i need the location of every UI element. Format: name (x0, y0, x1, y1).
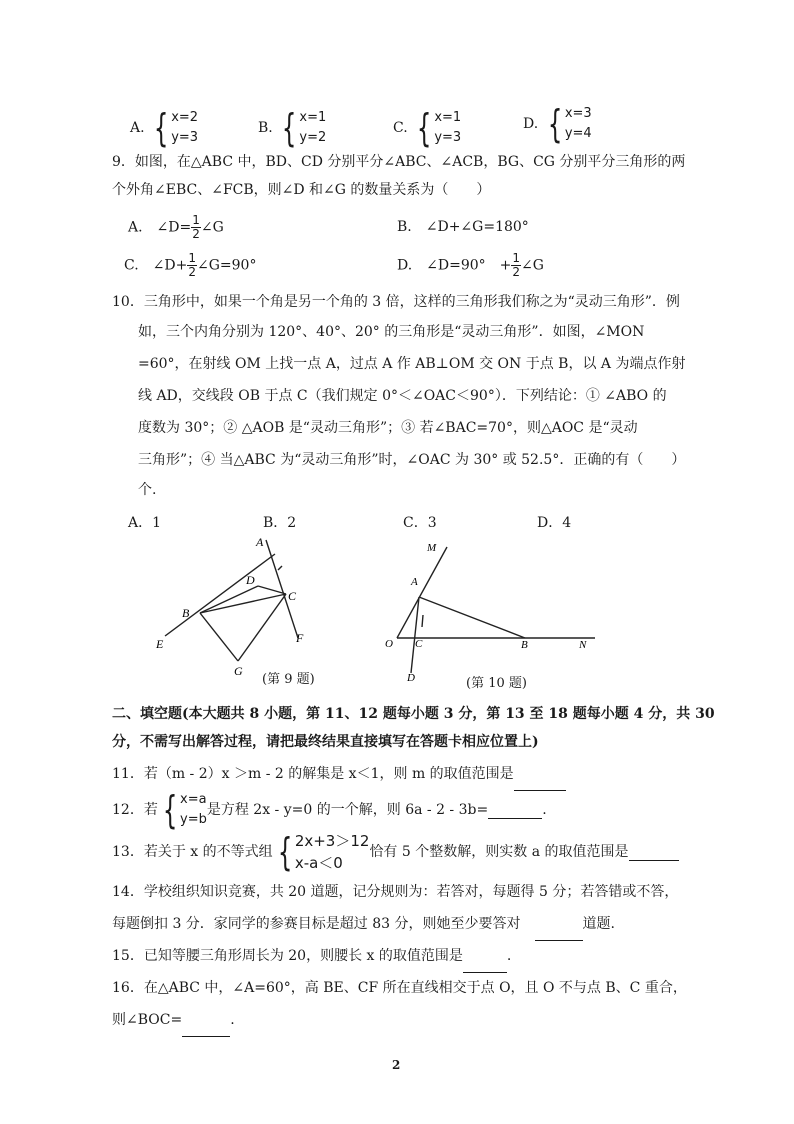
figure-9-caption: (第 9 题) (262, 672, 315, 687)
answer-blank[interactable] (535, 908, 583, 941)
q10-option-b: B．2 (263, 515, 297, 531)
q8-option-b: B. { x=1 y=2 (258, 106, 327, 150)
section-2-header-line1: 二、填空题(本大题共 8 小题，第 11、12 题每小题 3 分，第 13 至 18 题每小题 4 分，共 30 (112, 706, 715, 722)
label-M: M (427, 542, 437, 554)
q8-option-c: C. { x=1 y=3 (393, 106, 462, 150)
tick-mark (278, 566, 282, 570)
ray-AD (411, 597, 419, 673)
eq-line: x=3 (564, 106, 592, 121)
q13: 13．若关于 x 的不等式组 { 2x+3＞12 x-a＜0 恰有 5 个整数解，则实数 a 的取值范围是 (112, 830, 679, 874)
denominator: 2 (188, 265, 196, 279)
q10-line3: =60°，在射线 OM 上找一点 A，过点 A 作 AB⊥OM 交 ON 于点 B，以 A 为端点作射 (138, 356, 686, 372)
label-C: C (415, 638, 423, 650)
line-BG (200, 613, 238, 661)
eq-line: x=1 (299, 110, 327, 125)
figure-10 (375, 535, 600, 685)
line-BC (200, 594, 286, 613)
q14-text: 道题. (582, 916, 615, 932)
label-A: A (256, 535, 264, 549)
eq-line: y=3 (171, 130, 199, 145)
label-O: O (385, 638, 393, 650)
q10-line2: 如，三个内角分别为 120°、40°、20° 的三角形是“灵动三角形”．如图，∠MON (138, 324, 645, 340)
q9-stem-line1: 9．如图，在△ABC 中，BD、CD 分别平分∠ABC、∠ACB，BG、CG 分别平分三角形的两 (112, 154, 686, 170)
q11 (112, 758, 566, 791)
option-text: D. ∠D=90° + (397, 257, 512, 274)
option-text: C. ∠D+ (124, 257, 188, 274)
denominator: 2 (512, 265, 521, 279)
q11-text: 11．若（m - 2）x ＞m - 2 的解集是 x＜1，则 m 的取值范围是 (112, 766, 514, 782)
eq-line: y=2 (299, 130, 327, 145)
eq-line: x-a＜0 (294, 854, 343, 872)
line-EA (165, 554, 275, 636)
numerator: 1 (512, 251, 521, 265)
line-BD (200, 586, 258, 613)
q10-option-c: C．3 (403, 515, 437, 531)
q16-line1: 16．在△ABC 中，∠A=60°，高 BE、CF 所在直线相交于点 O，且 O 不与点 B、C 重合， (112, 980, 687, 996)
option-text: ∠G (521, 257, 544, 274)
tick-mark (422, 615, 423, 627)
q12: 12．若 { x=a y=b 是方程 2x - y=0 的一个解，则 6a - 2 - 3b= . (112, 788, 547, 832)
eq-line: y=b (180, 812, 207, 827)
q10-line7: 个. (138, 482, 157, 498)
label-A: A (411, 576, 418, 588)
q15-text: . (506, 948, 512, 964)
q14-line2 (112, 908, 615, 941)
eq-line: x=a (180, 792, 207, 807)
q10-option-d: D．4 (537, 515, 572, 531)
q8-option-a: A. { x=2 y=3 (130, 106, 199, 150)
eq-line: x=1 (434, 110, 462, 125)
q10-option-a: A．1 (128, 515, 162, 531)
option-text: A. ∠D= (128, 219, 192, 236)
q12-text: . (542, 802, 547, 818)
label-F: F (296, 631, 304, 645)
answer-blank[interactable] (488, 802, 542, 819)
q13-text: 13．若关于 x 的不等式组 (112, 844, 273, 860)
q16-text: . (230, 1012, 235, 1028)
q8-option-label: C. (393, 120, 408, 136)
q10-line4: 线 AD，交线段 OB 于点 C（我们规定 0°＜∠OAC＜90°）．下列结论：① ∠ABO 的 (138, 388, 667, 404)
q14-text: 每题倒扣 3 分．家同学的参赛目标是超过 83 分，则她至少要答对 (112, 916, 521, 932)
answer-blank[interactable] (629, 844, 679, 861)
q8-option-label: B. (258, 120, 273, 136)
label-E: E (156, 637, 164, 651)
eq-line: 2x+3＞12 (294, 832, 370, 850)
page-number: 2 (392, 1058, 401, 1072)
label-D: D (246, 573, 255, 587)
line-GC (238, 594, 286, 661)
q9-option-c (124, 252, 256, 279)
q9-option-a (128, 214, 224, 241)
label-B: B (182, 606, 190, 620)
q16-line2 (112, 1004, 235, 1037)
answer-blank[interactable] (463, 940, 507, 973)
eq-line: y=3 (434, 130, 462, 145)
fraction (511, 252, 521, 279)
figure-10-caption: (第 10 题) (466, 676, 527, 691)
q10-line1: 10．三角形中，如果一个角是另一个角的 3 倍，这样的三角形我们称之为“灵动三角形”．例 (112, 294, 680, 310)
label-N: N (579, 639, 587, 651)
section-2-header-line2: 分，不需写出解答过程，请把最终结果直接填写在答题卡相应位置上) (112, 734, 539, 750)
label-C: C (288, 589, 297, 603)
numerator: 1 (192, 213, 200, 227)
answer-blank[interactable] (514, 758, 566, 791)
option-text: ∠G (200, 219, 224, 236)
q14-line1: 14．学校组织知识竞赛，共 20 道题，记分规则为：若答对，每题得 5 分；若答错或不答， (112, 884, 679, 900)
label-B: B (521, 639, 528, 651)
q9-stem-line2: 个外角∠EBC、∠FCB，则∠D 和∠G 的数量关系为（ ） (112, 182, 491, 198)
q12-text: 是方程 2x - y=0 的一个解，则 6a - 2 - 3b= (206, 802, 489, 818)
q16-text: 则∠BOC= (112, 1012, 183, 1028)
q13-text: 恰有 5 个整数解，则实数 a 的取值范围是 (369, 844, 629, 860)
q12-text: 12．若 (112, 802, 158, 818)
q15 (112, 940, 511, 973)
answer-blank[interactable] (182, 1004, 230, 1037)
eq-line: y=4 (564, 126, 592, 141)
q8-option-d: D. { x=3 y=4 (523, 102, 592, 146)
q15-text: 15．已知等腰三角形周长为 20，则腰长 x 的取值范围是 (112, 948, 463, 964)
q8-option-label: D. (523, 116, 539, 132)
label-G: G (234, 664, 243, 678)
denominator: 2 (192, 227, 200, 241)
fraction (191, 214, 201, 241)
numerator: 1 (188, 251, 196, 265)
fraction (187, 252, 197, 279)
q9-option-d (397, 252, 544, 279)
q10-line6: 三角形”；④ 当△ABC 为“灵动三角形”时，∠OAC 为 30° 或 52.5°．正确的有（ ） (138, 452, 686, 468)
q9-option-b: B. ∠D+∠G=180° (397, 219, 529, 235)
option-text: ∠G=90° (197, 257, 257, 274)
segment-AB (419, 597, 525, 638)
label-D: D (407, 672, 415, 684)
q8-option-label: A. (130, 120, 145, 136)
q10-line5: 度数为 30°；② △AOB 是“灵动三角形”；③ 若∠BAC=70°，则△AOC 是“灵动 (138, 420, 638, 436)
eq-line: x=2 (171, 110, 199, 125)
